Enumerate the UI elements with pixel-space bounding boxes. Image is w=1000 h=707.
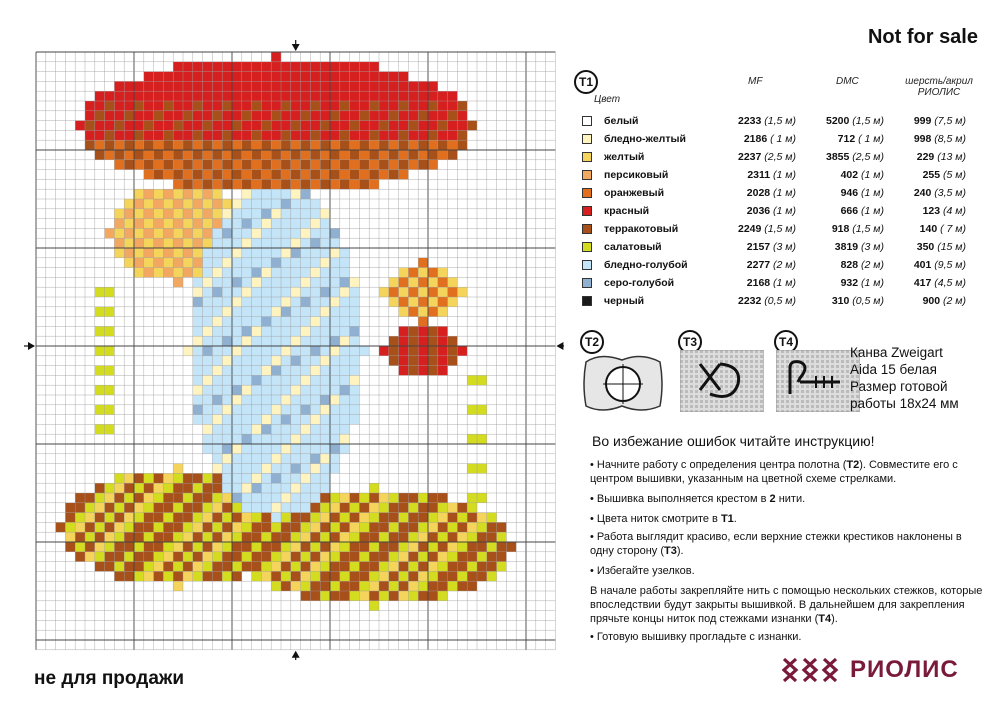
color-swatch-icon	[582, 170, 592, 180]
wool-code	[876, 223, 966, 235]
dmc-number: 946	[840, 187, 859, 199]
mf-length: (2,5 м)	[764, 151, 796, 163]
t1-tag: T1	[574, 70, 598, 94]
instruction-bullet-6: • Готовую вышивку прогладьте с изнанки.	[590, 631, 802, 643]
wool-code	[876, 133, 966, 145]
wool-code	[876, 205, 966, 217]
mf-length: (1,5 м)	[764, 115, 796, 127]
thread-name: красный	[604, 205, 650, 217]
dmc-number: 828	[840, 259, 859, 271]
mf-number: 2232	[738, 295, 762, 307]
mf-number: 2311	[747, 169, 771, 181]
color-swatch-icon	[582, 206, 592, 216]
brand-name: РИОЛИС	[850, 656, 959, 683]
back-stitch-diagram	[776, 350, 860, 412]
b4-tag: T3	[664, 545, 677, 557]
mf-length: (1 м)	[773, 205, 796, 217]
mf-code	[706, 133, 796, 145]
wool-length: (13 м)	[937, 151, 966, 163]
stitch-grid	[24, 40, 564, 660]
wool-length: (5 м)	[943, 169, 966, 181]
wool-number: 255	[922, 169, 941, 181]
dmc-length: (1 м)	[861, 169, 884, 181]
wool-code	[876, 259, 966, 271]
dmc-number: 5200	[826, 115, 850, 127]
wool-number: 240	[913, 187, 932, 199]
dmc-length: (2 м)	[861, 259, 884, 271]
wool-code	[876, 187, 966, 199]
wool-code	[876, 241, 966, 253]
thread-name: бледно-желтый	[604, 133, 686, 145]
color-swatch-icon	[582, 188, 592, 198]
col-wool-header-line2: РИОЛИС	[917, 87, 961, 98]
t4-tag: T4	[774, 330, 798, 354]
mf-length: (1,5 м)	[764, 223, 796, 235]
dmc-length: (1 м)	[861, 205, 884, 217]
dmc-code	[792, 223, 884, 235]
dmc-length: (3 м)	[861, 241, 884, 253]
b2-num: 2	[769, 493, 776, 505]
b3-pre: • Цвета ниток смотрите в	[590, 513, 721, 525]
dmc-code	[792, 187, 884, 199]
wool-length: (3,5 м)	[934, 187, 966, 199]
color-swatch-icon	[582, 260, 592, 270]
mf-length: (1 м)	[773, 169, 796, 181]
dmc-code	[792, 277, 884, 289]
not-for-sale-label: Not for sale	[867, 26, 978, 48]
wool-length: ( 7 м)	[940, 223, 966, 235]
dmc-number: 712	[837, 133, 856, 145]
thread-row	[574, 168, 984, 186]
not-for-sale-ru-label: не для продажи	[34, 668, 185, 689]
col-mf-header: MF	[748, 76, 763, 87]
t3-tag: T3	[678, 330, 702, 354]
thread-row	[574, 276, 984, 294]
thread-name: бледно-голубой	[604, 259, 688, 271]
mf-code	[706, 277, 796, 289]
canvas-info	[850, 344, 959, 412]
wool-number: 999	[913, 115, 932, 127]
thread-row	[574, 132, 984, 150]
canvas-info-line1: Канва Zweigart	[850, 345, 943, 360]
mf-length: (1 м)	[773, 187, 796, 199]
col-dmc-header: DMC	[836, 76, 859, 87]
wool-code	[876, 151, 966, 163]
thread-name: желтый	[604, 151, 645, 163]
thread-table	[574, 66, 984, 316]
col-color-header: Цвет	[594, 94, 621, 105]
thread-name: черный	[604, 295, 645, 307]
instructions-title: Во избежание ошибок читайте инструкцию!	[592, 433, 875, 449]
wool-number: 229	[916, 151, 935, 163]
b2-post: нити.	[775, 493, 806, 505]
thread-row	[574, 114, 984, 132]
cross-stitch-direction-diagram	[680, 350, 764, 412]
mf-number: 2186	[743, 133, 768, 145]
wool-code	[876, 277, 966, 289]
dmc-code	[792, 205, 884, 217]
b1-post: ). Совместите его с центром вышивки, указанным на цветной схеме стрелками.	[590, 459, 958, 485]
thread-row	[574, 240, 984, 258]
brand-logo-icon	[782, 657, 842, 683]
brand-logo	[782, 652, 982, 688]
dmc-length: (1,5 м)	[852, 223, 884, 235]
color-swatch-icon	[582, 134, 592, 144]
thread-row	[574, 222, 984, 240]
mf-number: 2157	[746, 241, 771, 253]
dmc-length: (1 м)	[861, 187, 884, 199]
mf-code	[706, 241, 796, 253]
dmc-length: (0,5 м)	[852, 295, 884, 307]
dmc-code	[792, 295, 884, 307]
mf-code	[706, 187, 796, 199]
instruction-bullet-5: • Избегайте узелков.	[590, 565, 695, 577]
mf-length: (3 м)	[773, 241, 796, 253]
dmc-code	[792, 241, 884, 253]
dmc-code	[792, 151, 884, 163]
dmc-length: (1 м)	[861, 277, 884, 289]
mf-number: 2237	[738, 151, 762, 163]
mf-code	[706, 205, 796, 217]
mf-number: 2249	[738, 223, 762, 235]
wool-number: 900	[922, 295, 941, 307]
instruction-bullet-3	[590, 512, 985, 526]
mf-length: (0,5 м)	[764, 295, 796, 307]
wool-length: (9,5 м)	[934, 259, 966, 271]
mf-code	[706, 151, 796, 163]
color-swatch-icon	[582, 224, 592, 234]
dmc-number: 310	[831, 295, 850, 307]
wool-number: 123	[922, 205, 941, 217]
b1-tag: T2	[846, 459, 860, 471]
instruction-paragraph	[590, 584, 985, 626]
b2-pre: • Вышивка выполняется крестом в	[590, 493, 770, 505]
mf-code	[706, 115, 796, 127]
b4-post: ).	[676, 545, 684, 557]
wool-number: 350	[916, 241, 935, 253]
dmc-number: 932	[840, 277, 859, 289]
thread-name: оранжевый	[604, 187, 665, 199]
b3-tag: T1	[720, 513, 734, 525]
wool-code	[876, 115, 966, 127]
dmc-code	[792, 133, 884, 145]
col-wool-header-line1: шерсть/акрил	[905, 76, 973, 87]
instruction-bullet-1	[590, 458, 985, 486]
dmc-code	[792, 259, 884, 271]
thread-name: салатовый	[604, 241, 662, 253]
mf-number: 2036	[746, 205, 771, 217]
mf-length: (1 м)	[773, 277, 796, 289]
b4-pre: • Работа выглядит красиво, если верхние стежки крестиков наклонены в одну сторону (	[590, 531, 962, 557]
thread-row	[574, 294, 984, 312]
thread-name: терракотовый	[604, 223, 679, 235]
wool-number: 998	[913, 133, 932, 145]
wool-number: 401	[913, 259, 932, 271]
thread-name: серо-голубой	[604, 277, 675, 289]
thread-name: белый	[604, 115, 639, 127]
canvas-center-diagram	[580, 350, 666, 416]
p-post: ).	[831, 613, 838, 625]
wool-number: 140	[919, 223, 938, 235]
mf-code	[706, 223, 796, 235]
wool-number: 417	[913, 277, 932, 289]
mf-length: ( 1 м)	[770, 133, 796, 145]
canvas-info-line2: Aida 15 белая	[850, 362, 937, 377]
b1-pre: • Начните работу с определения центра полотна (	[590, 459, 847, 471]
dmc-length: (2,5 м)	[852, 151, 884, 163]
dmc-code	[792, 169, 884, 181]
wool-code	[876, 169, 966, 181]
wool-length: (2 м)	[943, 295, 966, 307]
p-tag: T4	[818, 613, 832, 625]
mf-number: 2168	[746, 277, 771, 289]
thread-name: персиковый	[604, 169, 669, 181]
b3-post: .	[733, 513, 737, 525]
dmc-number: 918	[831, 223, 850, 235]
col-wool-header	[894, 76, 984, 98]
color-swatch-icon	[582, 152, 592, 162]
color-swatch-icon	[582, 278, 592, 288]
dmc-number: 3855	[826, 151, 850, 163]
wool-length: (4,5 м)	[934, 277, 966, 289]
wool-code	[876, 295, 966, 307]
mf-code	[706, 295, 796, 307]
wool-length: (15 м)	[937, 241, 966, 253]
instruction-bullet-4	[590, 530, 985, 558]
mf-number: 2233	[738, 115, 762, 127]
canvas-info-line4: работы 18x24 мм	[850, 396, 959, 411]
mf-length: (2 м)	[773, 259, 796, 271]
mf-code	[706, 169, 796, 181]
cross-stitch-chart	[24, 40, 564, 660]
thread-row	[574, 258, 984, 276]
canvas-info-line3: Размер готовой	[850, 379, 948, 394]
p-pre: В начале работы закрепляйте нить с помощью нескольких стежков, которые впоследствии будут закрыты вышивкой. В дальнейшем для закрепления прячьте концы ниток под стежками изнанки (	[590, 585, 983, 625]
t2-tag: T2	[580, 330, 604, 354]
dmc-number: 3819	[834, 241, 859, 253]
thread-row	[574, 186, 984, 204]
color-swatch-icon	[582, 242, 592, 252]
mf-code	[706, 259, 796, 271]
dmc-length: ( 1 м)	[858, 133, 884, 145]
thread-row	[574, 150, 984, 168]
wool-length: (8,5 м)	[934, 133, 966, 145]
dmc-number: 402	[840, 169, 859, 181]
mf-number: 2277	[746, 259, 771, 271]
color-swatch-icon	[582, 296, 592, 306]
mf-number: 2028	[746, 187, 771, 199]
thread-row	[574, 204, 984, 222]
color-swatch-icon	[582, 116, 592, 126]
dmc-length: (1,5 м)	[852, 115, 884, 127]
wool-length: (7,5 м)	[934, 115, 966, 127]
wool-length: (4 м)	[943, 205, 966, 217]
dmc-number: 666	[840, 205, 859, 217]
dmc-code	[792, 115, 884, 127]
instruction-bullet-2	[590, 492, 985, 506]
